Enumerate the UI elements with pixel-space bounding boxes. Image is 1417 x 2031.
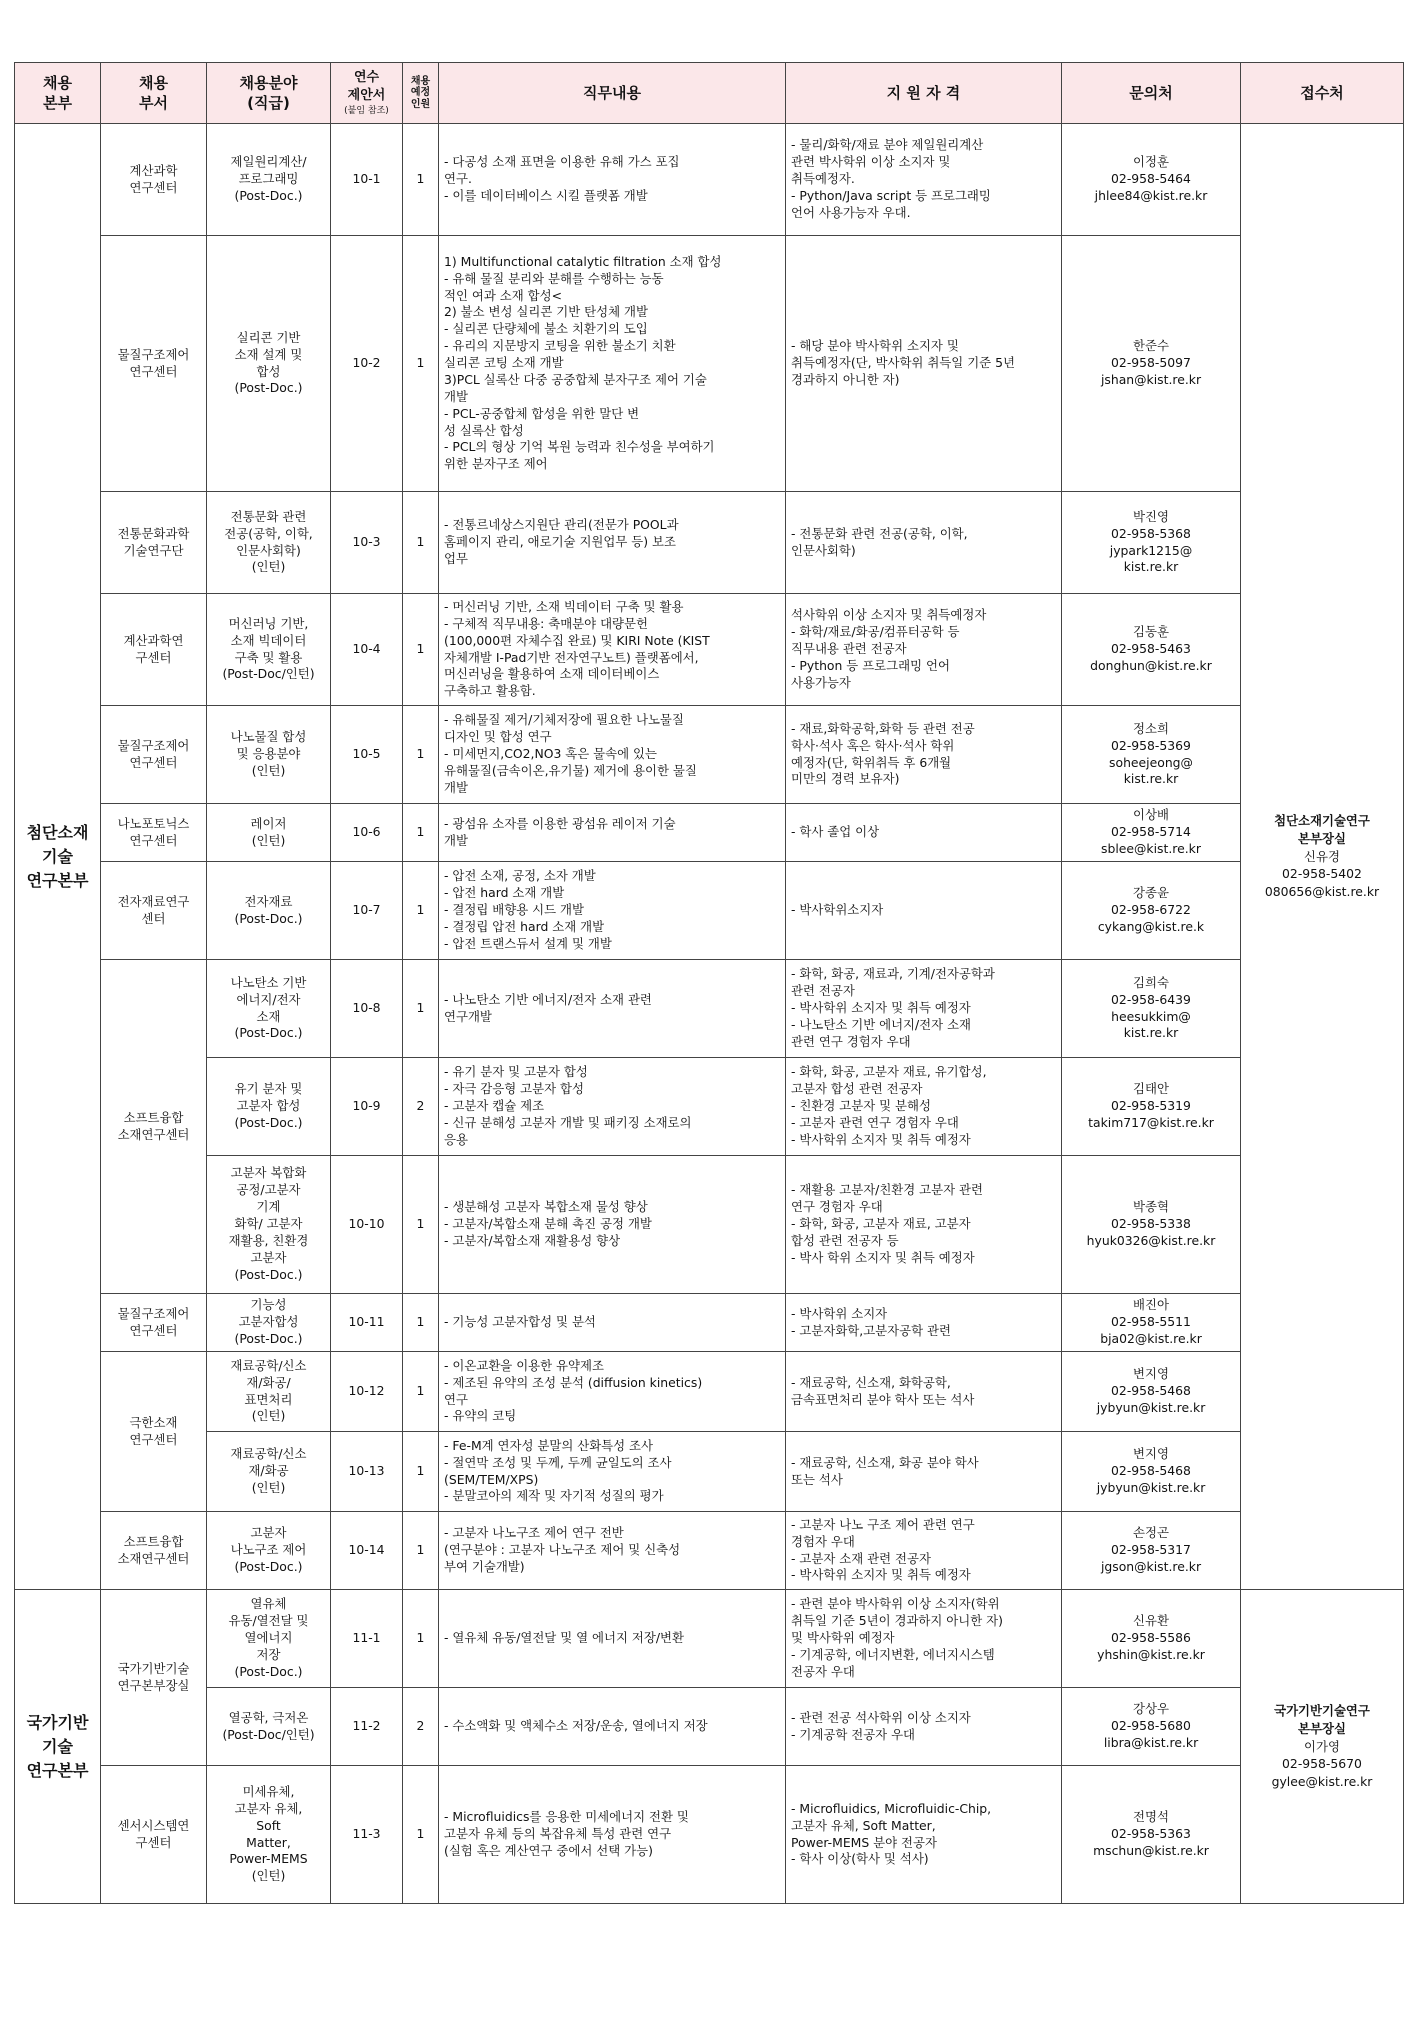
field-cell: 고분자 복합화 공정/고분자 기계 화학/ 고분자 재활용, 친환경 고분자 (Post-Doc.): [207, 1156, 331, 1294]
count-cell: 1: [403, 1432, 439, 1512]
hq-name-cell: 국가기반 기술 연구본부: [15, 1590, 101, 1904]
table-row: [15, 1058, 1404, 1156]
field-cell: 전자재료 (Post-Doc.): [207, 862, 331, 960]
contact-cell: 변지영 02-958-5468 jybyun@kist.re.kr: [1062, 1352, 1241, 1432]
field-cell: 유기 분자 및 고분자 합성 (Post-Doc.): [207, 1058, 331, 1156]
duty-cell: - 기능성 고분자합성 및 분석: [439, 1294, 786, 1352]
field-cell: 열유체 유동/열전달 및 열에너지 저장 (Post-Doc.): [207, 1590, 331, 1688]
receipt-cell: [1241, 124, 1404, 1590]
qualification-cell: - 화학, 화공, 고분자 재료, 유기합성, 고분자 합성 관련 전공자 - 친환경 고분자 및 분해성 - 고분자 관련 연구 경험자 우대 - 박사학위 소지자 및 취득 예정자: [786, 1058, 1062, 1156]
field-cell: 열공학, 극저온 (Post-Doc/인턴): [207, 1688, 331, 1766]
receipt-detail: 신유경 02-958-5402 080656@kist.re.kr: [1264, 848, 1380, 900]
count-cell: 1: [403, 1156, 439, 1294]
dept-cell: 물질구조제어 연구센터: [101, 706, 207, 804]
field-cell: 전통문화 관련 전공(공학, 이학, 인문사회학) (인턴): [207, 492, 331, 594]
code-cell: 10-2: [331, 236, 403, 492]
header-dept: 채용 부서: [101, 63, 207, 124]
contact-cell: 강상우 02-958-5680 libra@kist.re.kr: [1062, 1688, 1241, 1766]
dept-cell: 국가기반기술 연구본부장실: [101, 1590, 207, 1766]
dept-cell: 계산과학 연구센터: [101, 124, 207, 236]
count-cell: 1: [403, 124, 439, 236]
header-hq: 채용 본부: [15, 63, 101, 124]
code-cell: 10-4: [331, 594, 403, 706]
table-row: [15, 236, 1404, 492]
duty-cell: - 유기 분자 및 고분자 합성 - 자극 감응형 고분자 합성 - 고분자 캡슐 제조 - 신규 분해성 고분자 개발 및 패키징 소재로의 응용: [439, 1058, 786, 1156]
header-row: [15, 63, 1404, 124]
contact-cell: 전명석 02-958-5363 mschun@kist.re.kr: [1062, 1766, 1241, 1904]
count-cell: 1: [403, 1512, 439, 1590]
qualification-cell: - 물리/화학/재료 분야 제일원리계산 관련 박사학위 이상 소지자 및 취득예정자. - Python/Java script 등 프로그래밍 언어 사용가능자 우대.: [786, 124, 1062, 236]
duty-cell: - 생분해성 고분자 복합소재 물성 향상 - 고분자/복합소재 분해 촉진 공정 개발 - 고분자/복합소재 재활용성 향상: [439, 1156, 786, 1294]
dept-cell: 전자재료연구 센터: [101, 862, 207, 960]
table-row: [15, 1432, 1404, 1512]
qualification-cell: - 재료,화학공학,화학 등 관련 전공 학사·석사 혹은 학사·석사 학위 예정자(단, 학위취득 후 6개월 미만의 경력 보유자): [786, 706, 1062, 804]
contact-cell: 박진영 02-958-5368 jypark1215@ kist.re.kr: [1062, 492, 1241, 594]
duty-cell: - 머신러닝 기반, 소재 빅데이터 구축 및 활용 - 구체적 직무내용: 축매분야 대량문헌 (100,000편 자체수집 완료) 및 KIRI Note (KIST 자체개발 I-Pad기반 전자연구노트) 플랫폼에서, 머신러닝을 활용하여 소재 데이터베이스 구축하고 활용함.: [439, 594, 786, 706]
code-cell: 10-1: [331, 124, 403, 236]
table-row: [15, 1766, 1404, 1904]
count-cell: 1: [403, 1352, 439, 1432]
duty-cell: - Fe-M계 연자성 분말의 산화특성 조사 - 절연막 조성 및 두께, 두께 균일도의 조사 (SEM/TEM/XPS) - 분말코아의 제작 및 자기적 성질의 평가: [439, 1432, 786, 1512]
dept-cell: 나노포토닉스 연구센터: [101, 804, 207, 862]
dept-cell: 소프트융합 소재연구센터: [101, 1512, 207, 1590]
field-cell: 나노물질 합성 및 응용분야 (인턴): [207, 706, 331, 804]
contact-cell: 박종혁 02-958-5338 hyuk0326@kist.re.kr: [1062, 1156, 1241, 1294]
qualification-cell: - 해당 분야 박사학위 소지자 및 취득예정자(단, 박사학위 취득일 기준 5년 경과하지 아니한 자): [786, 236, 1062, 492]
contact-cell: 신유환 02-958-5586 yhshin@kist.re.kr: [1062, 1590, 1241, 1688]
contact-cell: 김동훈 02-958-5463 donghun@kist.re.kr: [1062, 594, 1241, 706]
receipt-office: 국가기반기술연구 본부장실: [1274, 1702, 1370, 1736]
field-cell: 실리콘 기반 소재 설계 및 합성 (Post-Doc.): [207, 236, 331, 492]
header-count: 채용 예정 인원: [403, 63, 439, 124]
count-cell: 1: [403, 804, 439, 862]
field-cell: 레이저 (인턴): [207, 804, 331, 862]
count-cell: 1: [403, 492, 439, 594]
table-row: [15, 804, 1404, 862]
table-row: [15, 594, 1404, 706]
qualification-cell: - 화학, 화공, 재료과, 기계/전자공학과 관련 전공자 - 박사학위 소지자 및 취득 예정자 - 나노탄소 기반 에너지/전자 소재 관련 연구 경험자 우대: [786, 960, 1062, 1058]
code-cell: 10-13: [331, 1432, 403, 1512]
table-row: [15, 1294, 1404, 1352]
duty-cell: - Microfluidics를 응용한 미세에너지 전환 및 고분자 유체 등의 복잡유체 특성 관련 연구 (실험 혹은 계산연구 중에서 선택 가능): [439, 1766, 786, 1904]
table-row: [15, 492, 1404, 594]
count-cell: 1: [403, 594, 439, 706]
count-cell: 1: [403, 1294, 439, 1352]
field-cell: 고분자 나노구조 제어 (Post-Doc.): [207, 1512, 331, 1590]
duty-cell: - 고분자 나노구조 제어 연구 전반 (연구분야 : 고분자 나노구조 제어 및 신축성 부여 기술개발): [439, 1512, 786, 1590]
header-contact: 문의처: [1062, 63, 1241, 124]
duty-cell: - 압전 소재, 공정, 소자 개발 - 압전 hard 소재 개발 - 결정립 배향용 시드 개발 - 결정립 압전 hard 소재 개발 - 압전 트랜스듀서 설계 및 개발: [439, 862, 786, 960]
code-cell: 10-11: [331, 1294, 403, 1352]
count-cell: 1: [403, 1590, 439, 1688]
qualification-cell: - 관련 전공 석사학위 이상 소지자 - 기계공학 전공자 우대: [786, 1688, 1062, 1766]
field-cell: 미세유체, 고분자 유체, Soft Matter, Power-MEMS (인턴): [207, 1766, 331, 1904]
qualification-cell: - 고분자 나노 구조 제어 관련 연구 경험자 우대 - 고분자 소재 관련 전공자 - 박사학위 소지자 및 취득 예정자: [786, 1512, 1062, 1590]
header-field: 채용분야 (직급): [207, 63, 331, 124]
contact-cell: 이상배 02-958-5714 sblee@kist.re.kr: [1062, 804, 1241, 862]
table-row: [15, 1156, 1404, 1294]
code-cell: 11-1: [331, 1590, 403, 1688]
contact-cell: 강종윤 02-958-6722 cykang@kist.re.k: [1062, 862, 1241, 960]
dept-cell: 센서시스템연 구센터: [101, 1766, 207, 1904]
qualification-cell: - 박사학위소지자: [786, 862, 1062, 960]
duty-cell: - 다공성 소재 표면을 이용한 유해 가스 포집 연구. - 이를 데이터베이스 시킬 플랫폼 개발: [439, 124, 786, 236]
recruitment-table: [14, 62, 1404, 1904]
qualification-cell: - 박사학위 소지자 - 고분자화학,고분자공학 관련: [786, 1294, 1062, 1352]
header-receipt: 접수처: [1241, 63, 1404, 124]
field-cell: 재료공학/신소 재/화공/ 표면처리 (인턴): [207, 1352, 331, 1432]
duty-cell: - 나노탄소 기반 에너지/전자 소재 관련 연구개발: [439, 960, 786, 1058]
field-cell: 나노탄소 기반 에너지/전자 소재 (Post-Doc.): [207, 960, 331, 1058]
contact-cell: 손정곤 02-958-5317 jgson@kist.re.kr: [1062, 1512, 1241, 1590]
table-row: [15, 862, 1404, 960]
header-qualification: 지 원 자 격: [786, 63, 1062, 124]
qualification-cell: - 재료공학, 신소재, 화공 분야 학사 또는 석사: [786, 1432, 1062, 1512]
code-cell: 11-3: [331, 1766, 403, 1904]
dept-cell: 소프트융합 소재연구센터: [101, 960, 207, 1294]
qualification-cell: - 재활용 고분자/친환경 고분자 관련 연구 경험자 우대 - 화학, 화공, 고분자 재료, 고분자 합성 관련 전공자 등 - 박사 학위 소지자 및 취득 예정자: [786, 1156, 1062, 1294]
table-row: [15, 960, 1404, 1058]
table-row: [15, 1688, 1404, 1766]
code-cell: 10-8: [331, 960, 403, 1058]
count-cell: 2: [403, 1688, 439, 1766]
hq-name-cell: 첨단소재 기술 연구본부: [15, 124, 101, 1590]
contact-cell: 이정훈 02-958-5464 jhlee84@kist.re.kr: [1062, 124, 1241, 236]
header-duty: 직무내용: [439, 63, 786, 124]
code-cell: 10-14: [331, 1512, 403, 1590]
qualification-cell: 석사학위 이상 소지자 및 취득예정자 - 화학/재료/화공/컴퓨터공학 등 직무내용 관련 전공자 - Python 등 프로그래밍 언어 사용가능자: [786, 594, 1062, 706]
qualification-cell: - Microfluidics, Microfluidic-Chip, 고분자 유체, Soft Matter, Power-MEMS 분야 전공자 - 학사 이상(학사 및 석사): [786, 1766, 1062, 1904]
table-row: [15, 1352, 1404, 1432]
table-row: [15, 124, 1404, 236]
code-cell: 10-12: [331, 1352, 403, 1432]
contact-cell: 김희숙 02-958-6439 heesukkim@ kist.re.kr: [1062, 960, 1241, 1058]
table-row: [15, 706, 1404, 804]
field-cell: 재료공학/신소 재/화공 (인턴): [207, 1432, 331, 1512]
code-cell: 10-5: [331, 706, 403, 804]
contact-cell: 김태안 02-958-5319 takim717@kist.re.kr: [1062, 1058, 1241, 1156]
count-cell: 1: [403, 706, 439, 804]
duty-cell: - 유해물질 제거/기체저장에 필요한 나노물질 디자인 및 합성 연구 - 미세먼지,CO2,NO3 혹은 물속에 있는 유해물질(금속이온,유기물) 제거에 용이한 물질 개발: [439, 706, 786, 804]
field-cell: 기능성 고분자합성 (Post-Doc.): [207, 1294, 331, 1352]
receipt-cell: [1241, 1590, 1404, 1904]
duty-cell: - 전통르네상스지원단 관리(전문가 POOL과 홈페이지 관리, 애로기술 지원업무 등) 보조 업무: [439, 492, 786, 594]
dept-cell: 물질구조제어 연구센터: [101, 1294, 207, 1352]
duty-cell: - 이온교환을 이용한 유약제조 - 제조된 유약의 조성 분석 (diffusion kinetics) 연구 - 유약의 코팅: [439, 1352, 786, 1432]
code-cell: 10-10: [331, 1156, 403, 1294]
receipt-detail: 이가영 02-958-5670 gylee@kist.re.kr: [1271, 1738, 1373, 1790]
code-cell: 10-3: [331, 492, 403, 594]
field-cell: 제일원리계산/ 프로그래밍 (Post-Doc.): [207, 124, 331, 236]
count-cell: 1: [403, 960, 439, 1058]
count-cell: 2: [403, 1058, 439, 1156]
code-cell: 10-9: [331, 1058, 403, 1156]
duty-cell: - 열유체 유동/열전달 및 열 에너지 저장/변환: [439, 1590, 786, 1688]
dept-cell: 계산과학연 구센터: [101, 594, 207, 706]
contact-cell: 변지영 02-958-5468 jybyun@kist.re.kr: [1062, 1432, 1241, 1512]
contact-cell: 한준수 02-958-5097 jshan@kist.re.kr: [1062, 236, 1241, 492]
duty-cell: 1) Multifunctional catalytic filtration 소재 합성 - 유해 물질 분리와 분해를 수행하는 능동 적인 여과 소재 합성< 2) 불소 변성 실리콘 기반 탄성체 개발 - 실리콘 단량체에 불소 치환기의 도입 - 유리의 지문방지 코팅을 위한 불소기 치환 실리콘 코팅 소재 개발 3)PCL 실록산 다중 공중합체 분자구조 제어 기술 개발 - PCL-공중합체 합성을 위한 말단 변 성 실록산 합성 - PCL의 형상 기억 복원 능력과 친수성을 부여하기 위한 분자구조 제어: [439, 236, 786, 492]
code-cell: 11-2: [331, 1688, 403, 1766]
table-row: [15, 1512, 1404, 1590]
duty-cell: - 광섬유 소자를 이용한 광섬유 레이저 기술 개발: [439, 804, 786, 862]
code-cell: 10-7: [331, 862, 403, 960]
table-row: [15, 1590, 1404, 1688]
qualification-cell: - 관련 분야 박사학위 이상 소지자(학위 취득일 기준 5년이 경과하지 아니한 자) 및 박사학위 예정자 - 기계공학, 에너지변환, 에너지시스템 전공자 우대: [786, 1590, 1062, 1688]
qualification-cell: - 재료공학, 신소재, 화학공학, 금속표면처리 분야 학사 또는 석사: [786, 1352, 1062, 1432]
header-code: 연수 제안서 (붙임 참조): [331, 63, 403, 124]
count-cell: 1: [403, 1766, 439, 1904]
count-cell: 1: [403, 862, 439, 960]
qualification-cell: - 학사 졸업 이상: [786, 804, 1062, 862]
field-cell: 머신러닝 기반, 소재 빅데이터 구축 및 활용 (Post-Doc/인턴): [207, 594, 331, 706]
code-cell: 10-6: [331, 804, 403, 862]
count-cell: 1: [403, 236, 439, 492]
contact-cell: 배진아 02-958-5511 bja02@kist.re.kr: [1062, 1294, 1241, 1352]
duty-cell: - 수소액화 및 액체수소 저장/운송, 열에너지 저장: [439, 1688, 786, 1766]
dept-cell: 전통문화과학 기술연구단: [101, 492, 207, 594]
dept-cell: 물질구조제어 연구센터: [101, 236, 207, 492]
contact-cell: 정소희 02-958-5369 soheejeong@ kist.re.kr: [1062, 706, 1241, 804]
receipt-office: 첨단소재기술연구 본부장실: [1274, 812, 1370, 846]
dept-cell: 극한소재 연구센터: [101, 1352, 207, 1512]
qualification-cell: - 전통문화 관련 전공(공학, 이학, 인문사회학): [786, 492, 1062, 594]
